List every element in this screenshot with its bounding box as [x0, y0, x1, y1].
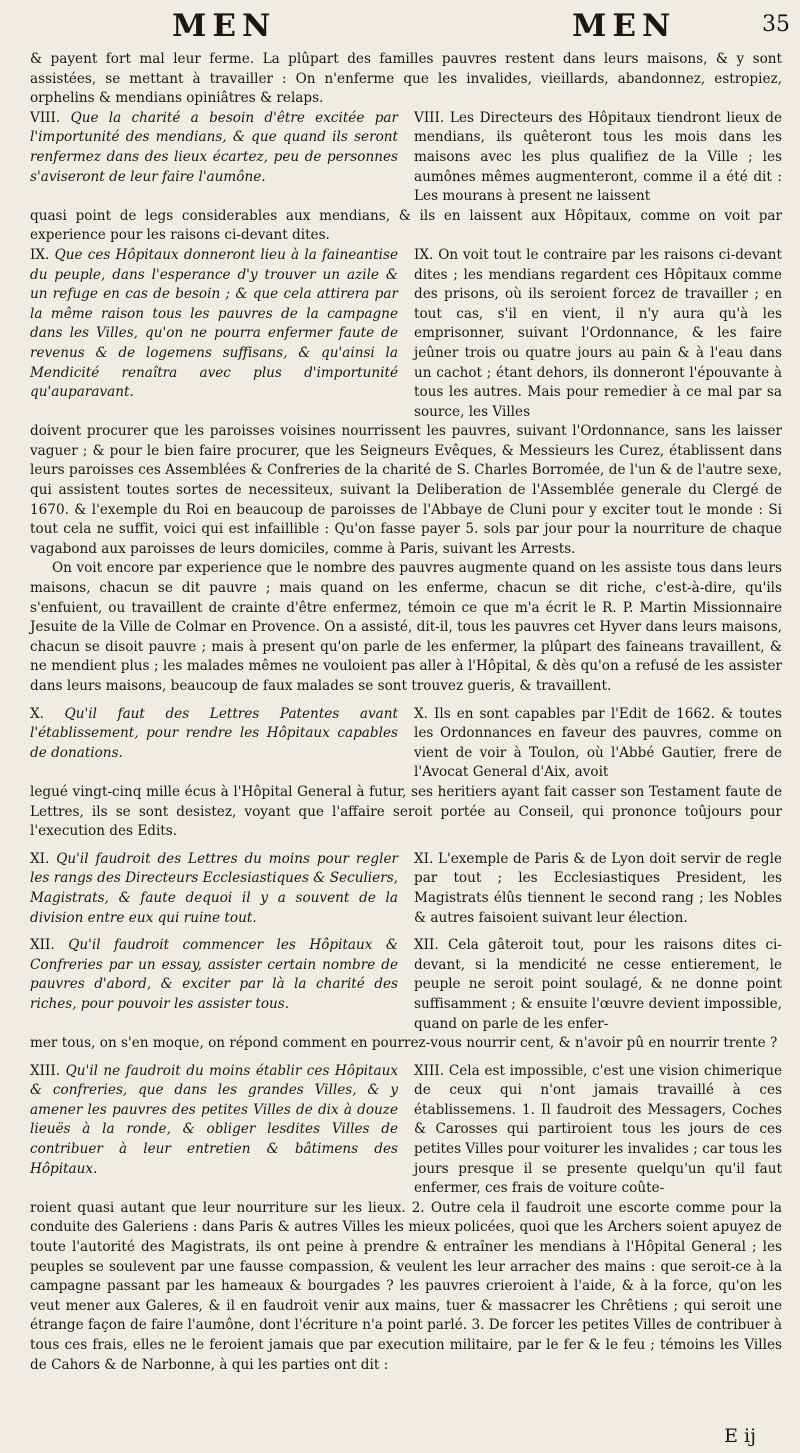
response-10 — [414, 705, 782, 783]
response-9 — [414, 246, 782, 422]
objection-13 — [30, 1062, 398, 1180]
page-body — [30, 50, 782, 1375]
paragraph: roient quasi autant que leur nourriture sur les lieux. 2. Outre cela il faudroit une escorte comme pour la conduite des Galeriens : dans Paris & autres Villes les mieux policées, quoi que les Archers soient apuyez de toute l'autorité des Magistrats, ils ont peine à prendre & entraîner les mendians à l'Hôpital General ; les peuples se soulevent par une fausse compassion, & veulent les leur arracher des mains : que seroit-ce à la campagne passant par les hameaux & bourgades ? les pauvres crieroient à l'aide, & à la force, qu'on les veut mener aux Galeres, & il en faudroit venir aux mains, tuer & massacrer les Chrêtiens ; qui seroit une étrange façon de faire l'aumône, dont l'écriture n'a point parlé. 3. De forcer les petites Villes de contribuer à tous ces frais, elles ne le feroient jamais que par execution militaire, par le fer & le feu ; témoins les Villes de Cahors & de Narbonne, à qui les parties ont dit : — [30, 1199, 782, 1373]
paragraph: On voit encore par experience que le nombre des pauvres augmente quand on les assiste tous dans leurs maisons, chacun se dit pauvre ; mais quand on les enferme, chacun se dit riche, c'est-à-dire, qu'ils s'enfuient, ou travaillent de crainte d'être enfermez, témoin ce que m'a écrit le R. P. Martin Missionnaire Jesuite de la Ville de Colmar en Provence. On a assisté, dit-il, tous les pauvres cet Hyver dans leurs maisons, chacun se disoit pauvre ; mais à present qu'on parle de les enfermer, la plûpart des faineans travaillent, & ne mendient plus ; les malades mêmes ne vouloient pas aller à l'Hôpital, & dès qu'on a refusé de les assister dans leurs maisons, beaucoup de faux malades se sont trouvez gueris, & travaillent. — [30, 560, 782, 694]
section-9 — [30, 246, 782, 422]
signature-mark: E ij — [724, 1425, 756, 1447]
response-number: XI. — [414, 850, 434, 867]
paragraph: & payent fort mal leur ferme. La plûpart des familles pauvres restent dans leurs maisons, & y sont assistées, se mettant à travailler : On n'enferme que les invalides, vieillards, abandonnez, estropiez, orphelins & mendians opiniâtres & relaps. — [30, 51, 782, 107]
response-number: VIII. — [414, 109, 445, 126]
response-text: Les Directeurs des Hôpitaux tiendront lieux de mendians, ils quêteront tous les mois dans les maisons avec les plus qualifiez de la Ville ; les aumônes mêmes augmenteront, comme il a été dit : Les mourans à present ne laissent — [414, 109, 782, 205]
section-12 — [30, 936, 782, 1034]
response-number: IX. — [414, 246, 434, 263]
paragraph: legué vingt-cinq mille écus à l'Hôpital General à futur, ses heritiers ayant fait casser son Testament faute de Lettres, ils se sont desistez, voyant que l'affaire seroit portée au Conseil, qui prononce toûjours pour l'execution des Edits. — [30, 783, 782, 840]
section-10 — [30, 705, 782, 783]
response-text: Cela gâteroit tout, pour les raisons dites ci-devant, si la mendicité ne cesse entierement, le peuple ne seroit point soulagé, & ne donne point suffisamment ; & ensuite l'œuvre devient impossible, quand on parle de les enfer- — [414, 937, 782, 1032]
response-13 — [414, 1062, 782, 1199]
section-11 — [30, 850, 782, 928]
response-text: L'exemple de Paris & de Lyon doit servir de regle par tout ; les Ecclesiastiques President, les Magistrats élûs tiennent le second rang ; les Nobles & autres faisoient suivant leur élection. — [414, 850, 782, 926]
objection-text: Que la charité a besoin d'être excitée par l'importunité des mendians, & que quand ils seront renfermez dans des lieux écartez, peu de personnes s'aviseront de leur faire l'aumône. — [30, 109, 398, 185]
running-head-right: MEN — [572, 8, 677, 44]
objection-text: Que ces Hôpitaux donneront lieu à la faineantise du peuple, dans l'esperance d'y trouver un azile & un refuge en cas de besoin ; & que cela attirera par la même raison tous les pauvres de la campagne dans les Villes, qu'on ne pourra enfermer faute de revenus & de logemens suffisans, & qu'ainsi la Mendicité renaîtra avec plus d'importunité qu'auparavant. — [30, 246, 398, 401]
section-8 — [30, 109, 782, 207]
response-8 — [414, 109, 782, 207]
response-12 — [414, 936, 782, 1034]
response-text: Cela est impossible, c'est une vision chimerique de ceux qui n'ont jamais travaillé à ces établissemens. 1. Il faudroit des Messagers, Coches & Carosses qui partiroient tous les jours de ces petites Villes pour voiturer les invalides ; car tous les jours presque il se presente quelqu'un qu'il faut enfermer, ces frais de voiture coûte- — [414, 1062, 782, 1197]
paragraph: doivent procurer que les paroisses voisines nourrissent les pauvres, suivant l'Ordonnance, sans les laisser vaguer ; & pour le bien faire procurer, que les Seigneurs Evêques, & Messieurs les Curez, établissent dans leurs paroisses ces Assemblées & Confreries de la charité de S. Charles Borromée, de l'un & de l'autre sexe, qui assistent toutes sortes de necessiteux, suivant la Deliberation de l'Assemblée generale du Clergé de 1670. & l'exemple du Roi en beaucoup de paroisses de l'Abbaye de Cluni pour y exciter tout le monde : Si tout cela ne suffit, voici qui est infaillible : Qu'on fasse payer 5. sols par jour pour la nourriture de chaque vagabond aux paroisses de leurs domiciles, comme à Paris, suivant les Arrests. — [30, 423, 782, 557]
response-11 — [414, 850, 782, 928]
response-number: X. — [414, 705, 428, 722]
response-number: XIII. — [414, 1062, 445, 1079]
objection-11 — [30, 850, 398, 928]
section-13 — [30, 1062, 782, 1199]
response-text: On voit tout le contraire par les raisons ci-devant dites ; les mendians regardent ces Hôpitaux comme des prisons, où ils seroient forcez de travailler ; en tout cas, s'il en vient, il n'y aura qu'à les emprisonner, suivant l'Ordonnance, & les faire jeûner trois ou quatre jours au pain & à l'eau dans un cachot ; étant dehors, ils donneront l'épouvante à tous les autres. Mais pour remedier à ce mal par sa source, les Villes — [414, 246, 782, 420]
response-text: Ils en sont capables par l'Edit de 1662. & toutes les Ordonnances en faveur des pauvres, comme on vient de voir à Toulon, où l'Abbé Gautier, frere de l'Avocat General d'Aix, avoit — [414, 705, 783, 781]
objection-12 — [30, 936, 398, 1014]
paragraph: mer tous, on s'en moque, on répond comment en pourrez-vous nourrir cent, & n'avoir pû en nourrir trente ? — [30, 1035, 778, 1052]
objection-8 — [30, 109, 398, 187]
running-head-left: MEN — [172, 8, 277, 44]
objection-number: XII. — [30, 937, 55, 954]
objection-number: XI. — [30, 850, 50, 867]
objection-text: Qu'il faudroit commencer les Hôpitaux & Confreries par un essay, assister certain nombre de pauvres d'abord, & exciter par là la charité des riches, pour pouvoir les assister tous. — [30, 937, 398, 1012]
paragraph: quasi point de legs considerables aux mendians, & ils en laissent aux Hôpitaux, comme on voit par experience pour les raisons ci-devant dites. — [30, 207, 782, 244]
objection-text: Qu'il faudroit des Lettres du moins pour regler les rangs des Directeurs Ecclesiastiques & Seculiers, Magistrats, & faute dequoi il y a souvent de la division entre eux qui ruine tout. — [30, 850, 398, 926]
objection-text: Qu'il faut des Lettres Patentes avant l'établissement, pour rendre les Hôpitaux capables de donations. — [30, 705, 398, 761]
objection-9 — [30, 246, 398, 403]
objection-number: VIII. — [30, 109, 61, 126]
objection-10 — [30, 705, 398, 764]
objection-number: XIII. — [30, 1062, 61, 1079]
page-number: 35 — [762, 12, 790, 37]
objection-text: Qu'il ne faudroit du moins établir ces Hôpitaux & confreries, que dans les grandes Villes, & y amener les pauvres des petites Villes de dix à douze lieuës à la ronde, & obliger lesdites Villes de contribuer à leur entretien & bâtimens des Hôpitaux. — [30, 1062, 398, 1177]
objection-number: X. — [30, 705, 44, 722]
page-header — [0, 8, 800, 48]
response-number: XII. — [414, 937, 439, 954]
objection-number: IX. — [30, 246, 50, 263]
